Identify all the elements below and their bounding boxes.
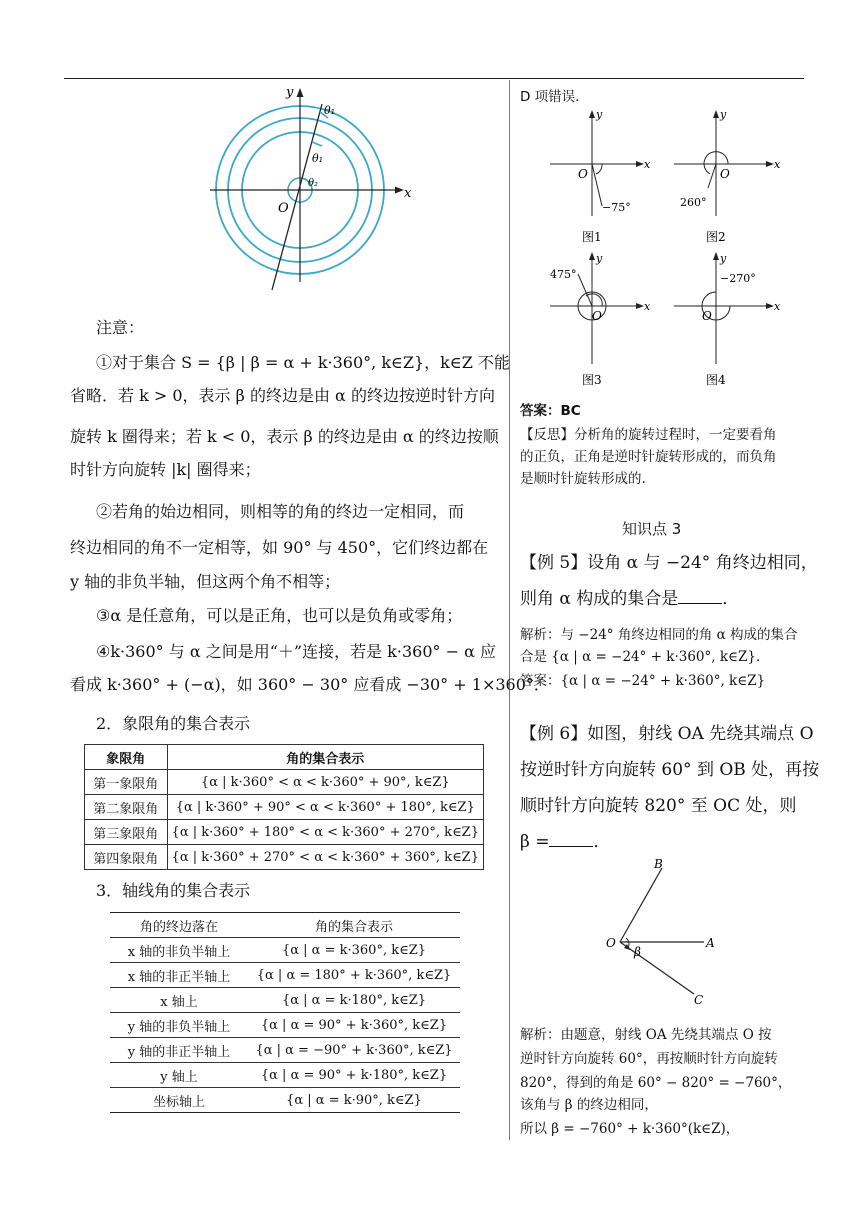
table2-cell: {α | α = k·360°, k∈Z} (248, 938, 460, 963)
table1-cell: 第二象限角 (85, 795, 168, 820)
example5-line1: 【例 5】设角 α 与 −24° 角终边相同， (520, 553, 818, 573)
fig2-caption: 图2 (706, 230, 726, 244)
example6-line2: 按逆时针方向旋转 60° 到 OB 处，再按 (520, 760, 820, 780)
fig3-y: y (596, 252, 603, 265)
fig1-x: x (644, 158, 651, 171)
note3: ③α 是任意角，可以是正角，也可以是负角或零角； (96, 606, 463, 625)
figure-1 (550, 108, 651, 244)
table-row (110, 938, 460, 963)
ray-beta-label: β (634, 945, 641, 959)
solution6-line2: 逆时针方向旋转 60°，再按顺时针方向旋转 (520, 1051, 778, 1067)
note4-line2: 看成 k·360° + (−α)，如 360° − 30° 应看成 −30° + 1×360°． (70, 675, 550, 694)
fig-theta2-label: θ₂ (308, 178, 319, 189)
table1-cell: {α | k·360° + 90° < α < k·360° + 180°, k∈Z} (167, 795, 483, 820)
table2-cell: {α | α = k·180°, k∈Z} (248, 988, 460, 1013)
solution5-line2: 合是 {α | α = −24° + k·360°, k∈Z}． (520, 649, 770, 665)
example6-blank (549, 830, 593, 847)
example5-line2 (520, 584, 739, 614)
fig-theta-top-label: θ₁ (324, 104, 336, 117)
table2-cell: y 轴上 (110, 1063, 248, 1088)
fig2-x: x (774, 158, 781, 171)
table-row (85, 770, 484, 795)
reflection-line3: 是顺时针旋转形成的. (520, 471, 646, 487)
table1-header-1: 角的集合表示 (167, 745, 483, 770)
ray-figure (590, 854, 740, 1014)
table2-cell: x 轴的非正半轴上 (110, 963, 248, 988)
fig4-o: O (702, 309, 712, 323)
note1-line2: 省略．若 k > 0，表示 β 的终边是由 α 的终边按逆时针方向 (70, 386, 495, 405)
solution6-line5: 所以 β = −760° + k·360°(k∈Z)， (520, 1121, 740, 1137)
fig-y-label: y (286, 85, 294, 100)
table1-cell: {α | k·360° < α < k·360° + 90°, k∈Z} (167, 770, 483, 795)
table1-cell: {α | k·360° + 180° < α < k·360° + 270°, k∈Z} (167, 820, 483, 845)
axis-angle-table (110, 912, 460, 1113)
table2-header-1: 角的集合表示 (248, 913, 460, 938)
reflection-line1: 【反思】分析角的旋转过程时，一定要看角 (520, 427, 777, 443)
table-row (110, 1088, 460, 1113)
fig-theta1-label: θ₁ (312, 152, 324, 165)
table-row (110, 1038, 460, 1063)
fig3-caption: 图3 (582, 373, 602, 387)
table1-header-0: 象限角 (85, 745, 168, 770)
note2-line1: ②若角的始边相同，则相等的角的终边一定相同，而 (96, 502, 465, 521)
fig1-y: y (596, 108, 603, 121)
fig4-x: x (774, 300, 781, 313)
ray-a-label: A (706, 936, 715, 950)
fig-origin-label: O (278, 201, 289, 216)
note1-line3: 旋转 k 圈得来；若 k < 0，表示 β 的终边是由 α 的终边按顺 (70, 427, 499, 446)
example5-blank (678, 587, 722, 604)
note1-line4: 时针方向旋转 |k| 圈得来； (70, 460, 261, 479)
example6-line1: 【例 6】如图，射线 OA 先绕其端点 O (520, 724, 814, 744)
fig2-angle: 260° (680, 196, 707, 209)
table-row (110, 963, 460, 988)
fig1-angle: −75° (602, 201, 631, 214)
example6-tail: ． (593, 832, 611, 852)
table1-cell: 第一象限角 (85, 770, 168, 795)
top-rule (64, 78, 804, 79)
table2-cell: {α | α = −90° + k·360°, k∈Z} (248, 1038, 460, 1063)
table2-cell: {α | α = 90° + k·180°, k∈Z} (248, 1063, 460, 1088)
fig3-o: O (592, 309, 602, 323)
table-row (110, 988, 460, 1013)
fig4-y: y (720, 252, 727, 265)
ray-o-label: O (606, 936, 616, 950)
fig3-angle: 475° (550, 268, 577, 281)
table1-cell: {α | k·360° + 270° < α < k·360° + 360°, k∈Z} (167, 845, 483, 870)
fig1-o: O (578, 167, 588, 181)
table2-cell: 坐标轴上 (110, 1088, 248, 1113)
note2-line3: y 轴的非负半轴，但这两个角不相等； (70, 572, 341, 591)
table1-cell: 第四象限角 (85, 845, 168, 870)
example5-text: 则角 α 构成的集合是 (520, 589, 679, 609)
solution6-line4: 该角与 β 的终边相同， (520, 1097, 658, 1113)
table-row (85, 795, 484, 820)
section2-title: 2．象限角的集合表示 (96, 714, 251, 733)
terminal-side-figure (190, 82, 430, 302)
fig3-x: x (644, 300, 651, 313)
table-row (110, 1013, 460, 1038)
solution6-line3: 820°，得到的角是 60° − 820° = −760°， (520, 1075, 792, 1091)
table-row (85, 845, 484, 870)
section3-title: 3．轴线角的集合表示 (96, 881, 251, 900)
table-row (85, 820, 484, 845)
table2-cell: y 轴的非正半轴上 (110, 1038, 248, 1063)
table2-cell: {α | α = 180° + k·360°, k∈Z} (248, 963, 460, 988)
note2-line2: 终边相同的角不一定相等，如 90° 与 450°，它们终边都在 (70, 538, 489, 557)
solution5-line1: 解析：与 −24° 角终边相同的角 α 构成的集合 (520, 627, 798, 643)
table2-header-0: 角的终边落在 (110, 913, 248, 938)
ray-b-label: B (654, 857, 663, 871)
note-title: 注意： (96, 318, 145, 337)
table-row (110, 1063, 460, 1088)
example5-tail: ． (722, 589, 740, 609)
answer5: 答案：{α | α = −24° + k·360°, k∈Z} (520, 673, 766, 689)
column-divider (509, 80, 510, 1140)
table2-cell: y 轴的非负半轴上 (110, 1013, 248, 1038)
table1-cell: 第三象限角 (85, 820, 168, 845)
knowledge-point-title: 知识点 3 (622, 520, 682, 538)
fig-x-label: x (404, 186, 412, 201)
fig2-o: O (720, 167, 730, 181)
figure-4 (674, 252, 781, 387)
note1-line1: ①对于集合 S = {β | β = α + k·360°, k∈Z}，k∈Z 不能 (96, 353, 510, 372)
quadrant-angle-table (84, 744, 484, 870)
answer-bc: 答案：BC (520, 403, 581, 419)
rotation-figures (540, 106, 830, 396)
example6-line3: 顺时针方向旋转 820° 至 OC 处，则 (520, 796, 797, 816)
reflection-line2: 的正负，正角是逆时针旋转形成的，而负角 (520, 449, 777, 465)
fig2-y: y (720, 108, 727, 121)
table2-cell: x 轴的非负半轴上 (110, 938, 248, 963)
solution6-line1: 解析：由题意，射线 OA 先绕其端点 O 按 (520, 1027, 772, 1043)
fig1-caption: 图1 (582, 230, 602, 244)
example6-beta: β = (520, 832, 550, 852)
figure-2 (674, 108, 781, 244)
fig4-caption: 图4 (706, 373, 726, 387)
fig4-angle: −270° (720, 272, 756, 285)
table2-cell: {α | α = 90° + k·360°, k∈Z} (248, 1013, 460, 1038)
d-wrong-text: D 项错误. (520, 89, 580, 105)
table2-cell: x 轴上 (110, 988, 248, 1013)
note4-line1: ④k·360° 与 α 之间是用“＋”连接，若是 k·360° − α 应 (96, 642, 496, 661)
table2-cell: {α | α = k·90°, k∈Z} (248, 1088, 460, 1113)
ray-c-label: C (694, 993, 704, 1007)
figure-3 (550, 252, 651, 387)
